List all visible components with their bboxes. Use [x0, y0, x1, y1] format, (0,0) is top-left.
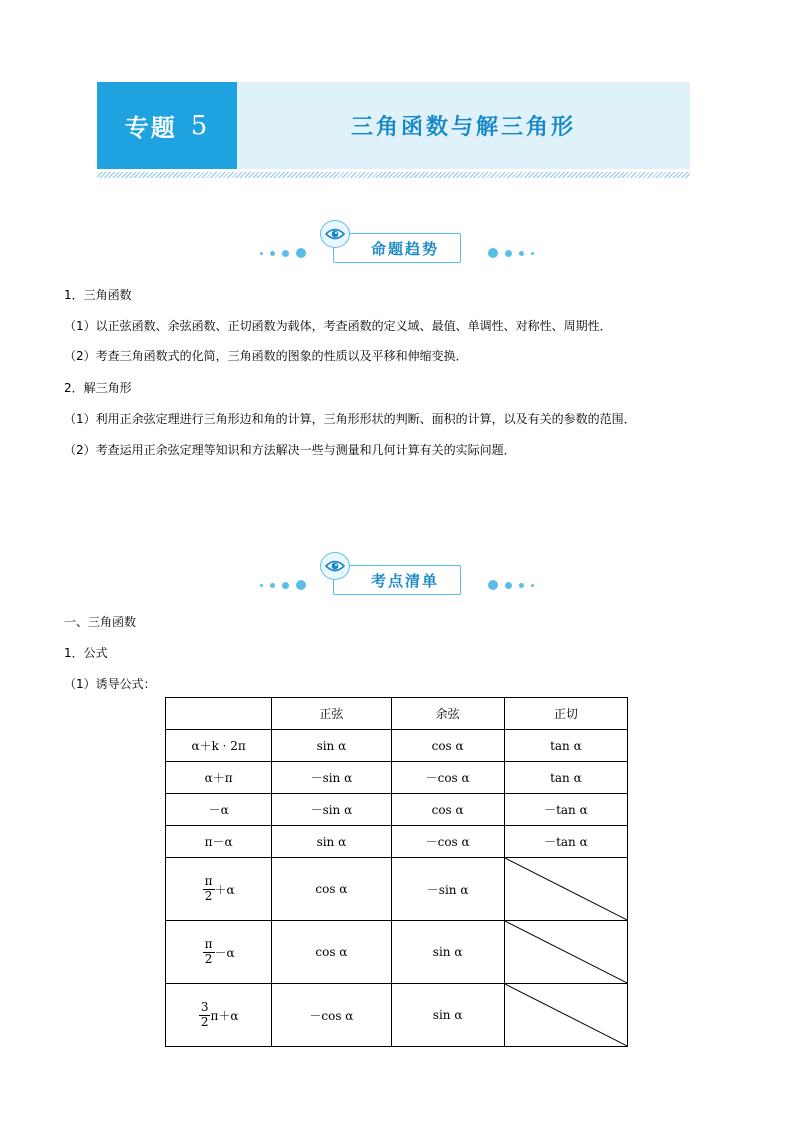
text-line: 2．解三角形 [64, 381, 132, 395]
angle-cell: π－α [166, 826, 272, 858]
banner-hatch-divider [97, 172, 690, 178]
page-title: 三角函数与解三角形 [350, 115, 576, 140]
text-line: （2）考查三角函数式的化简，三角函数的图象的性质以及平移和伸缩变换． [64, 349, 468, 363]
fraction-numerator: π [204, 873, 213, 888]
header-cell: 正弦 [272, 698, 391, 730]
fraction [203, 938, 215, 967]
tan-cell: tan α [504, 730, 627, 762]
tan-cell: －tan α [504, 826, 627, 858]
text-line: （1）以正弦函数、余弦函数、正切函数为载体，考查函数的定义域、最值、单调性、对称性、周期性． [64, 319, 612, 333]
angle-cell: α＋π [166, 762, 272, 794]
angle-cell [166, 984, 272, 1047]
section-badge-checklist [250, 550, 540, 600]
cos-cell: cos α [391, 730, 504, 762]
tan-cell-empty [504, 984, 627, 1047]
table-header-row [166, 698, 628, 730]
topic-label: 专题 [124, 113, 177, 142]
cos-cell: sin α [391, 984, 504, 1047]
badge-label: 考点清单 [370, 571, 439, 590]
eye-icon [320, 220, 350, 248]
table-row [166, 826, 628, 858]
angle-cell [166, 921, 272, 984]
fraction-denominator: 2 [204, 888, 213, 903]
sin-cell: －cos α [272, 984, 391, 1047]
fraction-denominator: 2 [204, 951, 213, 966]
topic-number: 5 [190, 110, 210, 141]
header-cell: 余弦 [391, 698, 504, 730]
fraction-numerator: π [204, 936, 213, 951]
angle-cell: α＋k · 2π [166, 730, 272, 762]
fraction-denominator: 2 [200, 1014, 209, 1029]
text-line: （2）考查运用正余弦定理等知识和方法解决一些与测量和几何计算有关的实际问题． [64, 443, 516, 457]
table-row [166, 921, 628, 984]
badge-label-box [333, 565, 461, 595]
fraction [199, 1001, 211, 1030]
table-row [166, 794, 628, 826]
text-line: 1．公式 [64, 646, 108, 660]
sin-cell: cos α [272, 921, 391, 984]
badge-dots-left [260, 247, 306, 259]
badge-dots-right [488, 579, 534, 591]
angle-suffix: ＋α [214, 882, 235, 897]
badge-dots-right [488, 247, 534, 259]
fraction-numerator: 3 [200, 999, 209, 1014]
cos-cell: －cos α [391, 762, 504, 794]
text-line: （1）利用正余弦定理进行三角形边和角的计算，三角形形状的判断、面积的计算，以及有关的参数的范围． [64, 412, 636, 426]
topic-label-block [97, 82, 237, 169]
cos-cell: －sin α [391, 858, 504, 921]
tan-cell-empty [504, 921, 627, 984]
topic-banner [97, 82, 690, 169]
fraction [203, 875, 215, 904]
eye-icon [320, 552, 350, 580]
sin-cell: cos α [272, 858, 391, 921]
angle-suffix: －α [214, 945, 235, 960]
table-row [166, 858, 628, 921]
sin-cell: －sin α [272, 794, 391, 826]
section-badge-trend [250, 218, 540, 268]
tan-cell: tan α [504, 762, 627, 794]
cos-cell: cos α [391, 794, 504, 826]
angle-suffix: π＋α [210, 1008, 239, 1023]
tan-cell: －tan α [504, 794, 627, 826]
table-row [166, 984, 628, 1047]
induction-formula-table [165, 697, 628, 1047]
badge-dots-left [260, 579, 306, 591]
header-cell [166, 698, 272, 730]
header-cell: 正切 [504, 698, 627, 730]
text-line: 1．三角函数 [64, 288, 132, 302]
sin-cell: sin α [272, 730, 391, 762]
sin-cell: sin α [272, 826, 391, 858]
sin-cell: －sin α [272, 762, 391, 794]
text-line: （1）诱导公式： [64, 677, 156, 691]
text-line: 一、三角函数 [64, 615, 137, 629]
angle-cell: －α [166, 794, 272, 826]
cos-cell: sin α [391, 921, 504, 984]
cos-cell: －cos α [391, 826, 504, 858]
tan-cell-empty [504, 858, 627, 921]
angle-cell [166, 858, 272, 921]
table-row [166, 762, 628, 794]
table-row [166, 730, 628, 762]
badge-label: 命题趋势 [370, 239, 439, 258]
badge-label-box [333, 233, 461, 263]
